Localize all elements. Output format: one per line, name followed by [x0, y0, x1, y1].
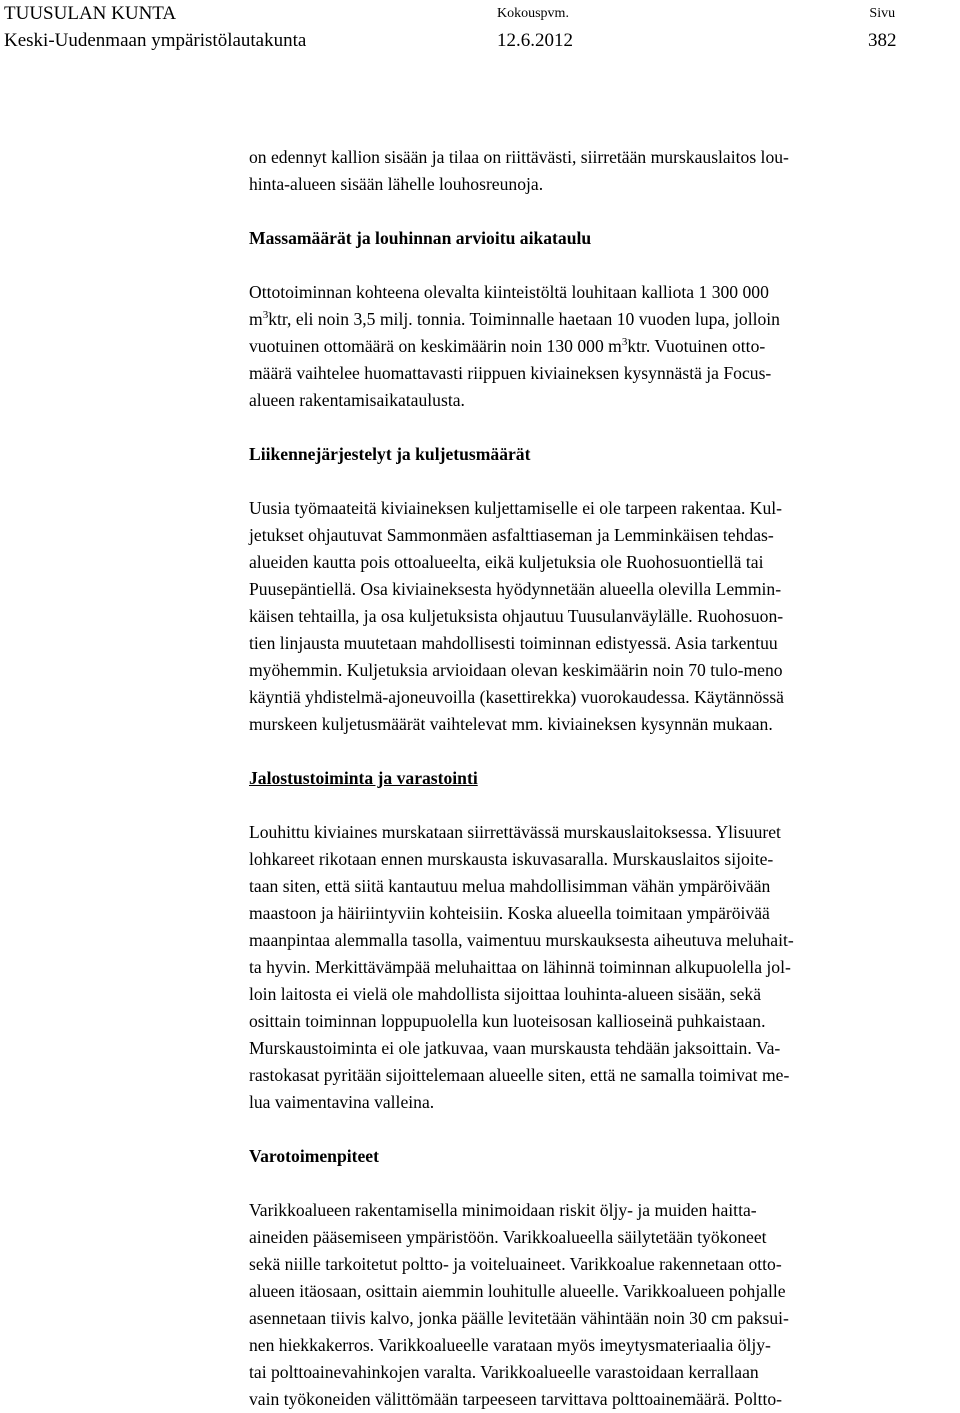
text-line: maanpintaa alemmalla tasolla, vaimentuu murskauksesta aiheutuva meluhait- [249, 930, 794, 950]
text-line: rastokasat pyritään sijoittelemaan alueelle siten, että ne samalla toimivat me- [249, 1065, 790, 1085]
text-line: taan siten, että siitä kantautuu melua mahdollisimman vähän ympäröivään [249, 876, 771, 896]
paragraph-jalostus [249, 819, 954, 1116]
text-line: murskeen kuljetusmäärät vaihtelevat mm. kiviaineksen kysynnän mukaan. [249, 714, 773, 734]
text-line: maastoon ja häiriintyviin kohteisiin. Koska alueella toimitaan ympäröivää [249, 903, 770, 923]
text-line: Louhittu kiviaines murskataan siirrettävässä murskauslaitoksessa. Ylisuuret [249, 822, 781, 842]
text-line: lua vaimentavina valleina. [249, 1092, 435, 1112]
section-heading-massamaarat: Massamäärät ja louhinnan arvioitu aikataulu [249, 228, 592, 248]
text-line: lohkareet rikotaan ennen murskausta iskuvasaralla. Murskauslaitos sijoite- [249, 849, 774, 869]
section-heading-jalostus: Jalostustoiminta ja varastointi [249, 768, 478, 788]
text-line: alueiden kautta pois ottoalueelta, eikä kuljetuksia ole Ruohosuontiellä tai [249, 552, 764, 572]
text-line: Murskaustoiminta ei ole jatkuvaa, vaan murskausta tehdään jaksoittain. Va- [249, 1038, 781, 1058]
paragraph-liikenne [249, 495, 954, 738]
text-line: jetukset ohjautuvat Sammonmäen asfalttiaseman ja Lemminkäisen tehdas- [249, 525, 774, 545]
text-line: Varikkoalueen rakentamisella minimoidaan riskit öljy- ja muiden haitta- [249, 1200, 757, 1220]
text-line: Ottotoiminnan kohteena olevalta kiinteistöltä louhitaan kalliota 1 300 000 [249, 282, 769, 302]
text-line: ta hyvin. Merkittävämpää meluhaittaa on lähinnä toiminnan alkupuolella jol- [249, 957, 791, 977]
text-line: Uusia työmaateitä kiviaineksen kuljettamiselle ei ole tarpeen rakentaa. Kul- [249, 498, 782, 518]
text-line: $m^3ktr$, eli noin 3,5 milj. tonnia. Toiminnalle haetaan 10 vuoden lupa, jolloin [249, 309, 780, 329]
section-heading-liikenne: Liikennejärjestelyt ja kuljetusmäärät [249, 444, 531, 464]
text-line: määrä vaihtelee huomattavasti riippuen kiviaineksen kysynnästä ja Focus- [249, 363, 772, 383]
text-line: vain työkoneiden välittömään tarpeeseen tarvittava polttoainemäärä. Poltto- [249, 1389, 783, 1409]
text-line: myöhemmin. Kuljetuksia arvioidaan olevan keskimäärin noin 70 tulo-meno [249, 660, 783, 680]
municipality-name: TUUSULAN KUNTA [4, 3, 177, 24]
date-label: Kokouspvm. [497, 6, 569, 21]
text-line: vuotuinen ottomäärä on keskimäärin noin 130 000 $m^3ktr$. Vuotuinen otto- [249, 336, 766, 356]
intro-paragraph [249, 144, 954, 198]
text-line: käisen tehtailla, ja osa kuljetuksista ohjautuu Tuusulanväylälle. Ruohosuon- [249, 606, 784, 626]
text-line: tai polttoainevahinkojen varalta. Varikkoalueelle varastoidaan kerrallaan [249, 1362, 759, 1382]
text-line: käyntiä yhdistelmä-ajoneuvoilla (kasettirekka) vuorokaudessa. Käytännössä [249, 687, 784, 707]
text-line: asennetaan tiivis kalvo, jonka päälle levitetään vähintään noin 30 cm paksui- [249, 1308, 789, 1328]
text-line: osittain toiminnan loppupuolella kun luoteisosan kallioseinä puhkaistaan. [249, 1011, 766, 1031]
text-line: tien linjausta muutetaan mahdollisesti toiminnan edistyessä. Asia tarkentuu [249, 633, 778, 653]
superscript: 3 [621, 336, 628, 348]
text-line: on edennyt kallion sisään ja tilaa on riittävästi, siirretään murskauslaitos lou- [249, 147, 789, 167]
paragraph-massamaarat [249, 279, 954, 414]
document-body [249, 144, 954, 1413]
meeting-date: 12.6.2012 [497, 30, 573, 51]
text-line: hinta-alueen sisään lähelle louhosreunoja. [249, 174, 544, 194]
text-line: aineiden pääsemiseen ympäristöön. Varikkoalueella säilytetään työkoneet [249, 1227, 767, 1247]
text-line: alueen rakentamisaikataulusta. [249, 390, 465, 410]
text-line: sekä niille tarkoitetut poltto- ja voiteluaineet. Varikkoalue rakennetaan otto- [249, 1254, 782, 1274]
text-line: nen hiekkakerros. Varikkoalueelle varataan myös imeytysmateriaalia öljy- [249, 1335, 771, 1355]
superscript: 3 [262, 309, 269, 321]
header-left [4, 0, 306, 54]
page-label: Sivu [869, 6, 896, 21]
header-page [868, 0, 897, 54]
section-heading-varotoimenpiteet: Varotoimenpiteet [249, 1146, 379, 1166]
text-line: alueen itäosaan, osittain aiemmin louhitulle alueelle. Varikkoalueen pohjalle [249, 1281, 786, 1301]
header-meeting-date [497, 0, 573, 54]
paragraph-varotoimenpiteet [249, 1197, 954, 1413]
text-line: Puusepäntiellä. Osa kiviaineksesta hyödynnetään alueella olevilla Lemmin- [249, 579, 782, 599]
committee-name: Keski-Uudenmaan ympäristölautakunta [4, 30, 307, 51]
page-number: 382 [868, 30, 897, 51]
text-line: loin laitosta ei vielä ole mahdollista sijoittaa louhinta-alueen sisään, sekä [249, 984, 762, 1004]
